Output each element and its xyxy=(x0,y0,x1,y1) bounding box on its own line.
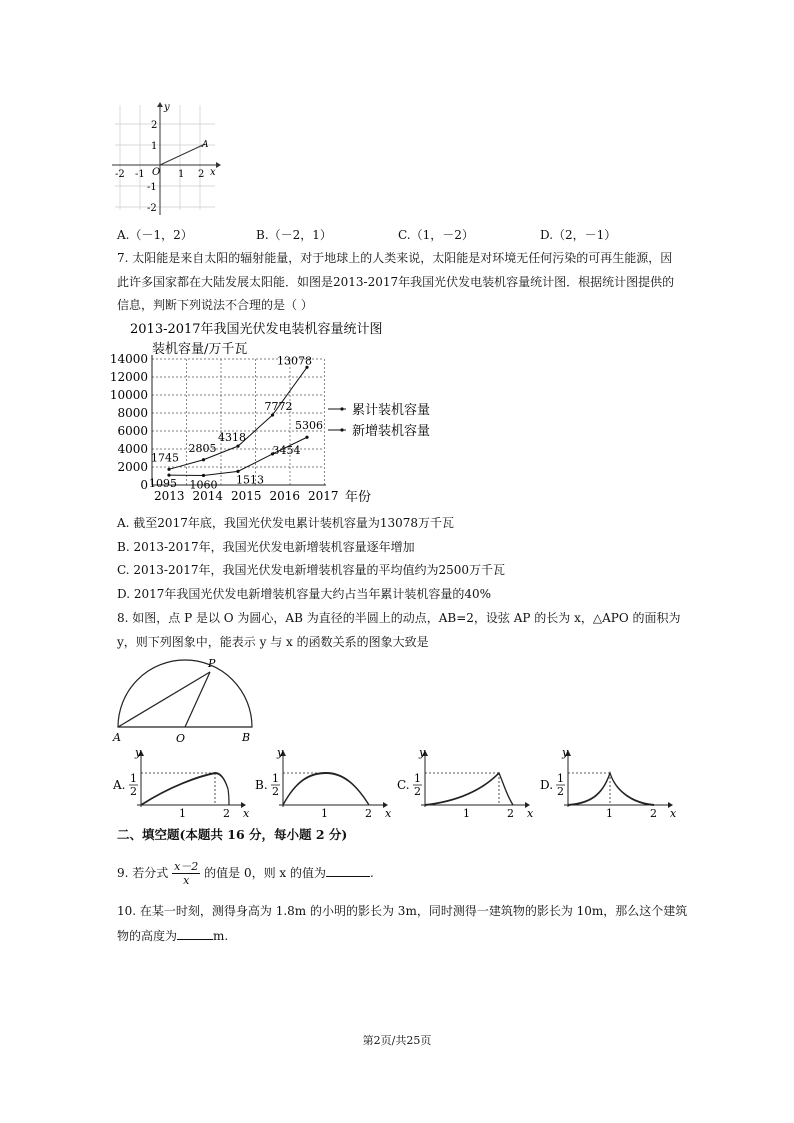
q9-fraction-denominator: x xyxy=(183,874,190,887)
q6-x-label: x xyxy=(210,167,216,178)
q8-graph-x-label: x xyxy=(670,807,677,820)
q8-graph-curve xyxy=(283,773,369,805)
chart-data-point xyxy=(202,474,205,477)
q9-suffix: 的值是 0，则 x 的值为 xyxy=(204,866,326,880)
chart-data-point xyxy=(202,458,205,461)
chart-data-label: 7772 xyxy=(264,400,293,414)
q8-graph-half-denominator: 2 xyxy=(130,785,137,798)
q8-stem-line1: 8. 如图，点 P 是以 O 为圆心，AB 为直径的半圆上的动点，AB=2，设弦 AP 的长为 x，△APO 的面积为 xyxy=(117,611,681,625)
q8-option-a[interactable] xyxy=(113,745,263,823)
q8-graph xyxy=(113,745,263,820)
q8-graph-tick-two: 2 xyxy=(507,807,514,820)
q10-line2-suffix: m. xyxy=(213,929,229,943)
q7-option-a[interactable]: A. 截至2017年底，我国光伏发电累计装机容量为13078万千瓦 xyxy=(117,516,455,530)
q7-stem-line2: 此许多国家都在大陆发展太阳能．如图是2013-2017年我国光伏发电装机容量统计图．根据统计图提供的 xyxy=(117,275,675,289)
q9-end: . xyxy=(369,866,374,880)
q6-ytick: -2 xyxy=(147,203,157,214)
q8-graph-option-label: B. xyxy=(255,778,268,792)
q9-line xyxy=(117,858,374,888)
q8-graph xyxy=(540,745,690,820)
q8-graph-option-label: C. xyxy=(397,778,410,792)
section-2-heading: 二、填空题(本题共 16 分，每小题 2 分) xyxy=(117,827,348,842)
chart-data-point xyxy=(271,413,274,416)
chart-y-tick-label: 10000 xyxy=(110,388,148,402)
q8-option-b[interactable] xyxy=(255,745,405,823)
chart-data-label: 1745 xyxy=(151,451,179,465)
q6-xtick: 2 xyxy=(198,169,205,180)
q8-stem-line2: y，则下列图象中，能表示 y 与 x 的函数关系的图象大致是 xyxy=(117,635,429,649)
q9-answer-blank[interactable] xyxy=(326,864,370,877)
chart-data-label: 5306 xyxy=(295,419,323,433)
q8-graph-half-numerator: 1 xyxy=(130,772,137,785)
q10-line2 xyxy=(117,927,228,944)
q8-label-a: A xyxy=(113,731,121,744)
q8-graph-curve xyxy=(141,773,229,805)
chart-data-label: 4318 xyxy=(218,431,246,445)
chart-data-point xyxy=(305,436,308,439)
q8-graph-tick-one: 1 xyxy=(606,807,613,820)
chart-data-label: 13078 xyxy=(277,354,312,368)
q8-graph-tick-two: 2 xyxy=(650,807,657,820)
q8-graph-half-denominator: 2 xyxy=(272,785,279,798)
chart-data-label: 1513 xyxy=(236,473,264,487)
chart-data-label: 1060 xyxy=(189,478,218,492)
q6-ytick: 1 xyxy=(151,141,158,152)
q8-graph-tick-two: 2 xyxy=(365,807,372,820)
chart-data-point xyxy=(167,468,170,471)
chart-data-label: 3454 xyxy=(272,443,301,457)
q7-option-d[interactable]: D. 2017年我国光伏发电新增装机容量大约占当年累计装机容量的40% xyxy=(117,587,492,601)
chart-x-axis-label: 年份 xyxy=(345,490,372,505)
chart-y-tick-label: 4000 xyxy=(117,442,148,456)
q6-xtick: 1 xyxy=(178,169,185,180)
q6-origin-label: O xyxy=(152,167,161,178)
q8-graph-y-label: y xyxy=(277,746,284,759)
q8-graph-half-numerator: 1 xyxy=(414,772,421,785)
q6-point-a-label: A xyxy=(202,140,209,150)
q8-graph-half-numerator: 1 xyxy=(557,772,564,785)
q8-graph-y-label: y xyxy=(419,746,426,759)
q9-fraction xyxy=(172,860,200,887)
q8-graph-curve xyxy=(568,773,654,805)
q8-graph-tick-one: 1 xyxy=(463,807,470,820)
q9-fraction-numerator: x－2 xyxy=(174,860,199,873)
q6-xtick: -1 xyxy=(135,169,145,180)
chart-x-tick-label: 2016 xyxy=(269,489,301,503)
chart-data-point xyxy=(236,445,239,448)
q8-graph-x-label: x xyxy=(243,807,250,820)
q8-graph-tick-one: 1 xyxy=(179,807,186,820)
q6-xtick: -2 xyxy=(115,169,125,180)
q10-line2-prefix: 物的高度为 xyxy=(117,929,178,943)
chart-x-tick-label: 2017 xyxy=(308,489,339,503)
q6-y-label: y xyxy=(164,102,170,113)
q8-graph xyxy=(397,745,547,820)
q10-line1: 10. 在某一时刻，测得身高为 1.8m 的小明的影长为 3m，同时测得一建筑物的影长为 10m，那么这个建筑 xyxy=(117,904,688,918)
q8-graph-y-label: y xyxy=(562,746,569,759)
chart-y-tick-label: 0 xyxy=(140,478,148,492)
chart-y-tick-label: 2000 xyxy=(117,460,148,474)
chart-x-tick-label: 2015 xyxy=(231,489,262,503)
chart-title: 2013-2017年我国光伏发电装机容量统计图 xyxy=(130,322,383,337)
q8-option-d[interactable] xyxy=(540,745,690,823)
chart-legend-label: 新增装机容量 xyxy=(352,424,431,439)
q8-label-b: B xyxy=(242,731,251,744)
q8-graph-half-denominator: 2 xyxy=(414,785,421,798)
q8-label-p: P xyxy=(208,657,216,670)
q8-graph-half-denominator: 2 xyxy=(557,785,564,798)
q8-graph-tick-one: 1 xyxy=(321,807,328,820)
chart-data-label: 1095 xyxy=(149,477,177,491)
chart-y-tick-label: 6000 xyxy=(117,424,148,438)
q6-ytick: -1 xyxy=(147,182,157,193)
q8-graph-curve xyxy=(425,773,513,805)
q8-graph-half-numerator: 1 xyxy=(272,772,279,785)
chart-data-label: 2805 xyxy=(188,441,217,455)
q7-option-c[interactable]: C. 2013-2017年，我国光伏发电新增装机容量的平均值约为2500万千瓦 xyxy=(117,563,506,577)
page-footer: 第2页/共25页 xyxy=(362,1034,432,1047)
q8-graph-y-label: y xyxy=(135,746,142,759)
q7-stem-line1: 7. 太阳能是来自太阳的辐射能量，对于地球上的人类来说，太阳能是对环境无任何污染的可再生能源，因 xyxy=(117,251,673,265)
q8-graph-x-label: x xyxy=(385,807,392,820)
q8-label-o: O xyxy=(176,732,186,745)
q8-option-c[interactable] xyxy=(397,745,547,823)
chart-y-tick-label: 12000 xyxy=(110,370,148,384)
q6-option-c[interactable]: C.（1，－2） xyxy=(398,228,474,242)
q7-capacity-chart xyxy=(110,318,460,506)
q8-graph-option-label: D. xyxy=(540,778,554,792)
chart-y-tick-label: 14000 xyxy=(110,352,148,366)
q6-option-d[interactable]: D.（2，－1） xyxy=(540,228,617,242)
q6-ytick: 2 xyxy=(151,120,158,131)
chart-x-tick-label: 2013 xyxy=(154,489,185,503)
chart-x-tick-label: 2014 xyxy=(192,489,224,503)
q8-graph-tick-two: 2 xyxy=(223,807,230,820)
q6-coordinate-figure xyxy=(110,100,225,218)
q7-option-b[interactable]: B. 2013-2017年，我国光伏发电新增装机容量逐年增加 xyxy=(117,540,415,554)
chart-legend-marker xyxy=(340,428,343,431)
q9-prefix: 9. 若分式 xyxy=(117,866,169,880)
q8-semicircle-figure xyxy=(110,655,260,745)
q8-graph-x-label: x xyxy=(527,807,534,820)
q6-option-b[interactable]: B.（－2，1） xyxy=(256,228,332,242)
q7-stem-line3: 信息，判断下列说法不合理的是（ ） xyxy=(117,298,313,312)
q6-option-a[interactable]: A.（－1，2） xyxy=(117,228,193,242)
chart-y-axis-label: 装机容量/万千瓦 xyxy=(152,342,248,357)
chart-legend-label: 累计装机容量 xyxy=(352,403,431,418)
chart-legend-marker xyxy=(340,407,343,410)
q8-graph xyxy=(255,745,405,820)
q8-graph-option-label: A. xyxy=(113,778,126,792)
chart-y-tick-label: 8000 xyxy=(117,406,148,420)
q10-answer-blank[interactable] xyxy=(177,927,213,940)
